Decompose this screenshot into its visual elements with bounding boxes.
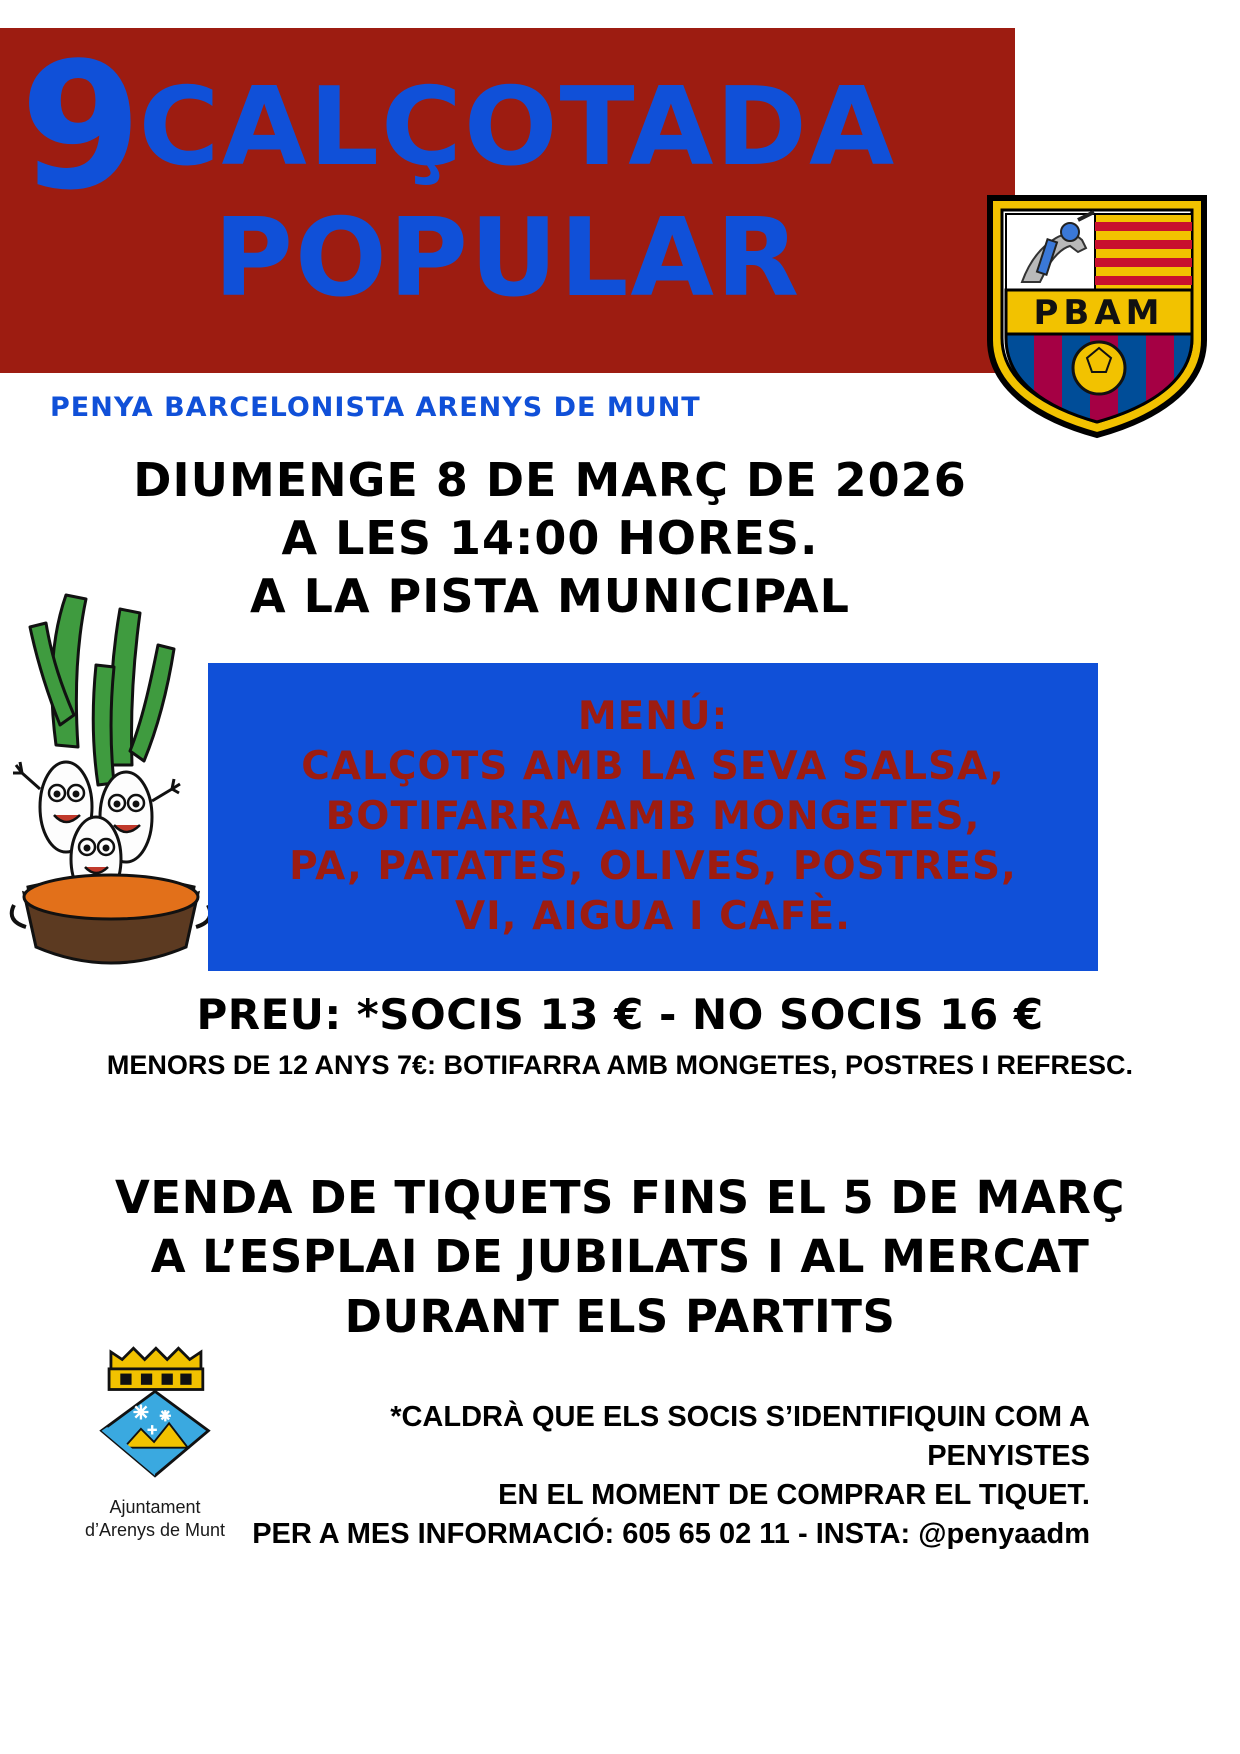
- members-footnote-line-2: EN EL MOMENT DE COMPRAR EL TIQUET.: [498, 1479, 1090, 1512]
- ticket-sale-line-3: DURANT ELS PARTITS: [344, 1289, 896, 1343]
- ajuntament-logo-block: [70, 1337, 240, 1541]
- ajuntament-caption-line-2: d’Arenys de Munt: [84, 1519, 226, 1540]
- menu-heading: MENÚ:: [577, 694, 729, 740]
- ticket-sale-block: [0, 1168, 1240, 1346]
- poster-title-line-2: POPULAR: [213, 196, 802, 321]
- price-line: PREU: *SOCIS 13 € - NO SOCIS 16 €: [196, 990, 1044, 1039]
- ticket-sale-line-1: VENDA DE TIQUETS FINS EL 5 DE MARÇ: [115, 1171, 1125, 1224]
- event-date-line-2: A LES 14:00 HORES.: [281, 510, 819, 565]
- event-date-line-3: A LA PISTA MUNICIPAL: [250, 568, 850, 623]
- poster-title-row-1: [10, 25, 1020, 229]
- ticket-sale-line-2: A L’ESPLAI DE JUBILATS I AL MERCAT: [150, 1230, 1090, 1284]
- edition-number: 9: [20, 25, 138, 229]
- menu-item-2: BOTIFARRA AMB MONGETES,: [325, 794, 981, 840]
- penya-crest-icon: [982, 190, 1212, 440]
- ajuntament-caption-line-1: Ajuntament: [109, 1497, 201, 1517]
- event-date-line-1: DIUMENGE 8 DE MARÇ DE 2026: [133, 453, 967, 507]
- ajuntament-crest-icon: [75, 1337, 235, 1487]
- calcots-illustration-icon: [8, 575, 218, 995]
- crest-label: PBAM: [1033, 293, 1165, 333]
- poster-title-row-2: [0, 196, 1015, 321]
- members-footnote-line-1: *CALDRÀ QUE ELS SOCIS S’IDENTIFIQUIN COM A PENYISTES: [390, 1401, 1090, 1473]
- menu-item-1: CALÇOTS AMB LA SEVA SALSA,: [301, 744, 1005, 790]
- menu-box: [208, 663, 1098, 971]
- poster-title-line-1: CALÇOTADA: [138, 65, 897, 190]
- menu-item-3: PA, PATATES, OLIVES, POSTRES,: [289, 843, 1017, 889]
- contact-info-line: PER A MES INFORMACIÓ: 605 65 02 11 - INSTA: @penyaadm: [252, 1518, 1090, 1550]
- organizer-name: PENYA BARCELONISTA ARENYS DE MUNT: [50, 392, 701, 423]
- price-children-note: MENORS DE 12 ANYS 7€: BOTIFARRA AMB MONGETES, POSTRES I REFRESC.: [106, 1050, 1134, 1080]
- members-footnote: [250, 1398, 1090, 1515]
- menu-item-4: VI, AIGUA I CAFÈ.: [454, 893, 851, 939]
